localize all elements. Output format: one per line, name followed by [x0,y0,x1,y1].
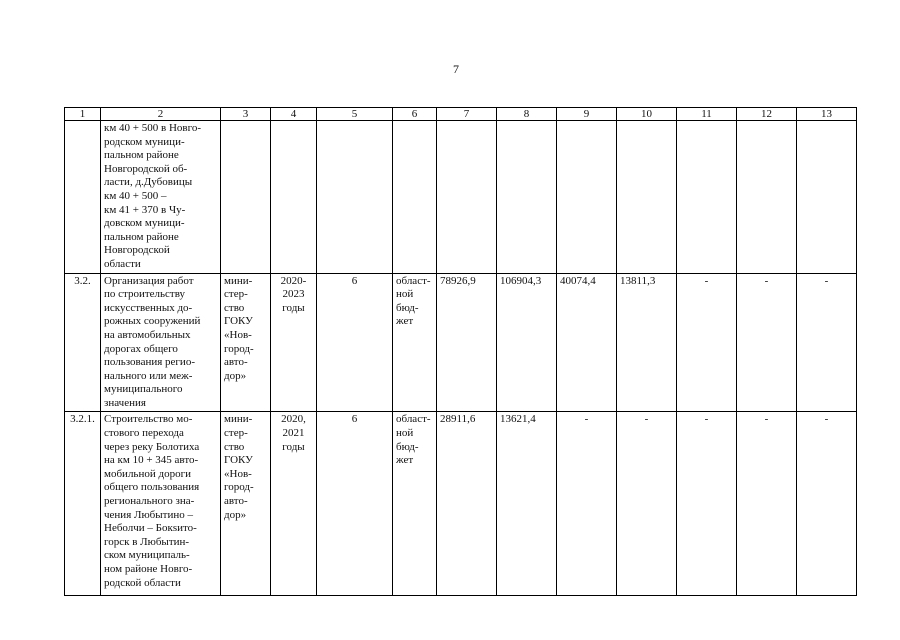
item-description: Строительство мо- стового перехода через реку Болотиха на км 10 + 345 авто- мобильной дороги общего пользования регионального зна- чения Любытино – Неболчи – Бокsито- горск в Любытин- ском муниципаль- ном районе Новго- родской области [101,412,221,596]
item-number: 3.2.1. [65,412,101,596]
source-cell: област- ной бюд- жет [393,412,437,596]
item-description: км 40 + 500 в Новго- родском муници- пальном районе Новгородской об- ласти, д.Дубовицы км 40 + 500 – км 41 + 370 в Чу- довском муници- пальном районе Новгородской области [101,121,221,274]
value-cell [677,121,737,274]
source-cell: област- ной бюд- жет [393,273,437,412]
goal-cell: 6 [317,412,393,596]
value-cell: 28911,6 [437,412,497,596]
item-number: 3.2. [65,273,101,412]
column-number: 12 [737,108,797,121]
column-number: 11 [677,108,737,121]
column-number: 2 [101,108,221,121]
value-cell: - [737,412,797,596]
page-number: 7 [453,62,459,76]
column-number: 10 [617,108,677,121]
value-cell [617,121,677,274]
goal-cell [317,121,393,274]
period-cell [271,121,317,274]
table-row [65,412,857,596]
column-number: 1 [65,108,101,121]
value-cell: 13811,3 [617,273,677,412]
executor-cell: мини- стер- ство ГОКУ «Нов- город- авто- дор» [221,273,271,412]
value-cell: - [797,412,857,596]
goal-cell: 6 [317,273,393,412]
value-cell: - [797,273,857,412]
source-cell [393,121,437,274]
item-number [65,121,101,274]
column-number: 5 [317,108,393,121]
value-cell: - [677,273,737,412]
executor-cell: мини- стер- ство ГОКУ «Нов- город- авто- дор» [221,412,271,596]
period-cell: 2020, 2021 годы [271,412,317,596]
column-number: 6 [393,108,437,121]
period-cell: 2020- 2023 годы [271,273,317,412]
value-cell [437,121,497,274]
value-cell: 106904,3 [497,273,557,412]
program-table [64,107,857,596]
column-number: 3 [221,108,271,121]
value-cell [737,121,797,274]
column-number: 9 [557,108,617,121]
executor-cell [221,121,271,274]
column-number: 13 [797,108,857,121]
column-number: 7 [437,108,497,121]
value-cell: 78926,9 [437,273,497,412]
value-cell: - [677,412,737,596]
value-cell: 13621,4 [497,412,557,596]
column-number: 8 [497,108,557,121]
value-cell: 40074,4 [557,273,617,412]
column-number-row [65,108,857,121]
value-cell: - [557,412,617,596]
table-row [65,273,857,412]
table-row [65,121,857,274]
value-cell: - [737,273,797,412]
value-cell: - [617,412,677,596]
value-cell [797,121,857,274]
value-cell [557,121,617,274]
item-description: Организация работ по строительству искусственных до- рожных сооружений на автомобильных дорогах общего пользования регио- нального или меж- муниципального значения [101,273,221,412]
column-number: 4 [271,108,317,121]
value-cell [497,121,557,274]
